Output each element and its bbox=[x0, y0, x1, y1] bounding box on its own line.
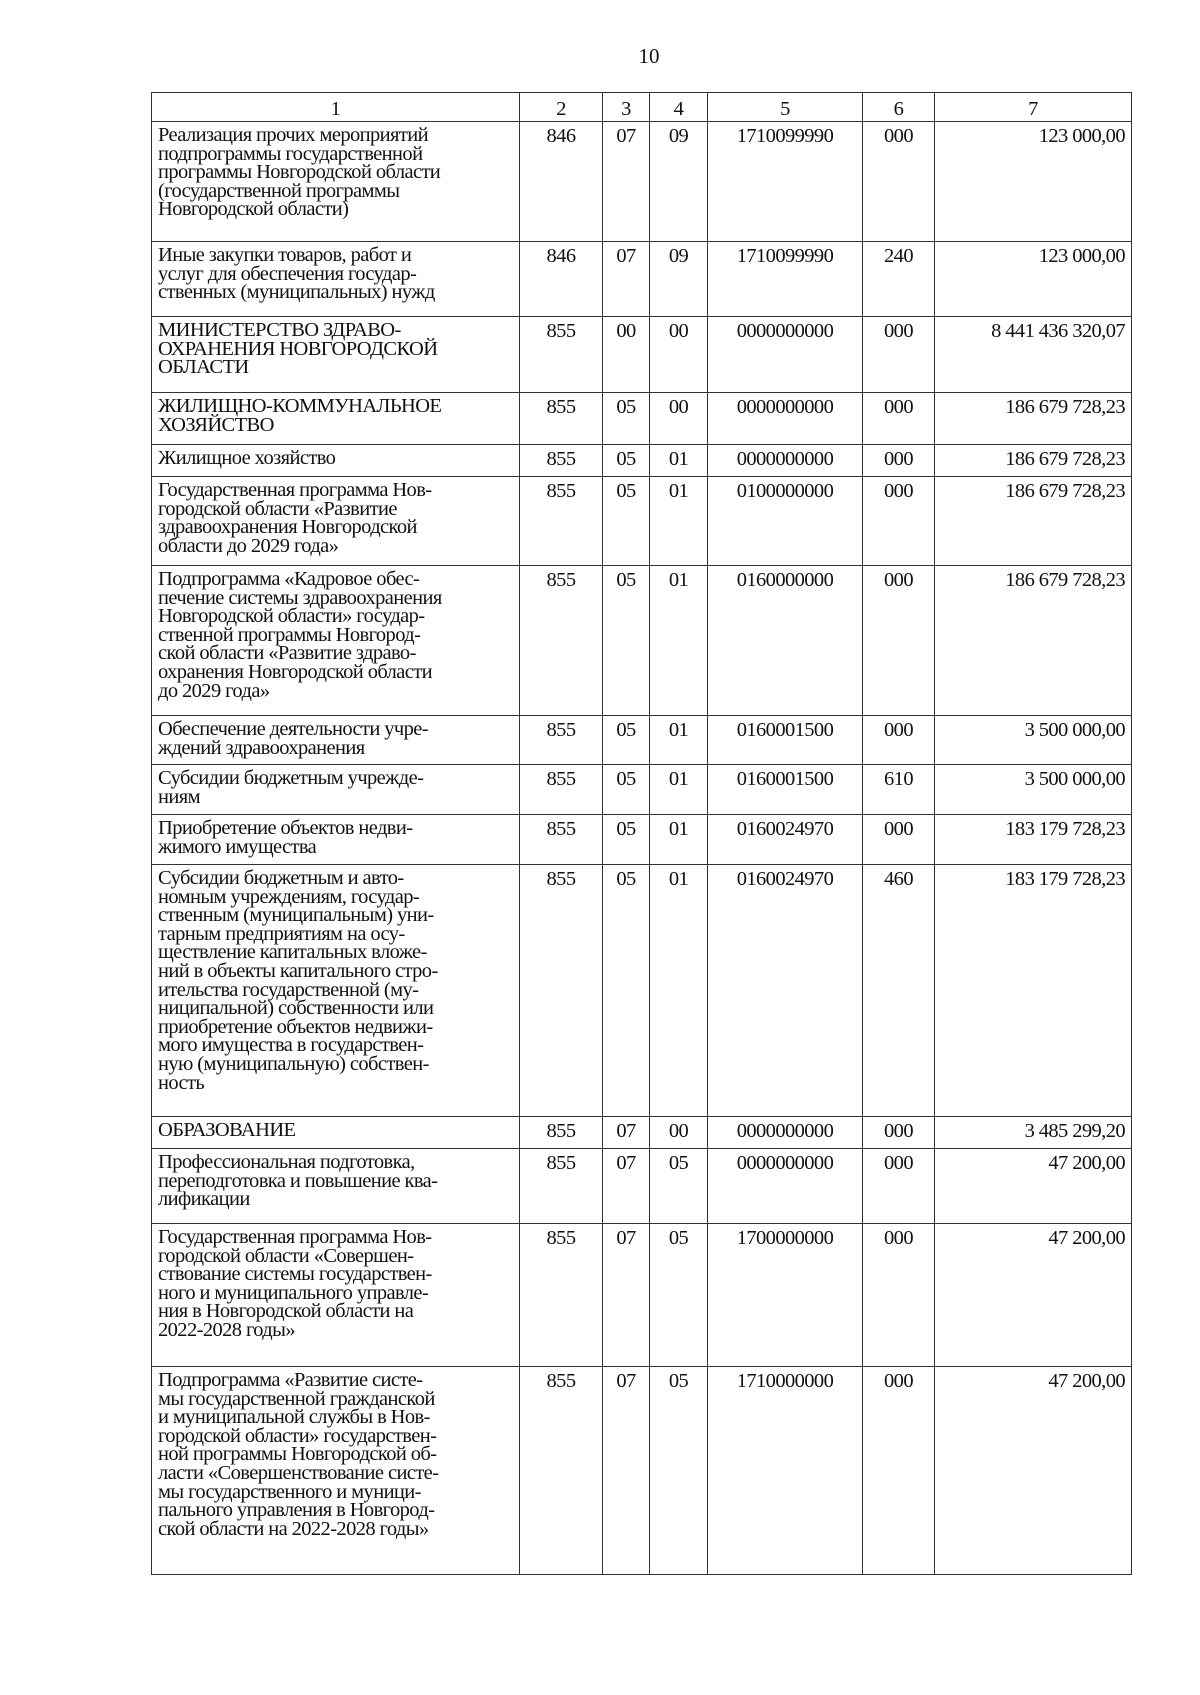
expense-type-code: 000 bbox=[863, 1224, 935, 1367]
admin-code: 855 bbox=[520, 815, 603, 865]
row-name: Реализация прочих мероприятий подпрограммы государственной программы Новгородской области (государственной программы Новгородской области) bbox=[152, 122, 520, 242]
target-article-code: 0000000000 bbox=[708, 317, 863, 393]
target-article-code: 0160000000 bbox=[708, 566, 863, 716]
section-code: 07 bbox=[603, 122, 650, 242]
target-article-code: 0000000000 bbox=[708, 445, 863, 477]
header-col-6: 6 bbox=[863, 93, 935, 122]
table-row bbox=[152, 242, 1132, 317]
header-col-5: 5 bbox=[708, 93, 863, 122]
expense-type-code: 240 bbox=[863, 242, 935, 317]
amount: 183 179 728,23 bbox=[935, 815, 1132, 865]
subsection-code: 01 bbox=[650, 566, 708, 716]
section-code: 05 bbox=[603, 865, 650, 1117]
row-name: Субсидии бюджетным и авто- номным учреждениям, государ- ственным (муниципальным) уни- тарным предприятиям на осу- ществление капитальных вложе- ний в объекты капитального стро- ительства государственной (му- ниципальной) собственности или приобретение объектов недвижи- мого имущества в государствен- ную (муниципальную) собствен- ность bbox=[152, 865, 520, 1117]
expense-type-code: 000 bbox=[863, 1367, 935, 1575]
table-row bbox=[152, 122, 1132, 242]
subsection-code: 01 bbox=[650, 815, 708, 865]
table-row bbox=[152, 1367, 1132, 1575]
subsection-code: 05 bbox=[650, 1224, 708, 1367]
expense-type-code: 000 bbox=[863, 393, 935, 445]
target-article-code: 1710000000 bbox=[708, 1367, 863, 1575]
header-col-4: 4 bbox=[650, 93, 708, 122]
amount: 183 179 728,23 bbox=[935, 865, 1132, 1117]
admin-code: 855 bbox=[520, 445, 603, 477]
subsection-code: 09 bbox=[650, 122, 708, 242]
amount: 3 485 299,20 bbox=[935, 1117, 1132, 1149]
expense-type-code: 000 bbox=[863, 815, 935, 865]
admin-code: 855 bbox=[520, 566, 603, 716]
row-name: Иные закупки товаров, работ и услуг для обеспечения государ- ственных (муниципальных) нужд bbox=[152, 242, 520, 317]
subsection-code: 05 bbox=[650, 1367, 708, 1575]
subsection-code: 01 bbox=[650, 865, 708, 1117]
admin-code: 846 bbox=[520, 122, 603, 242]
row-name: ЖИЛИЩНО-КОММУНАЛЬНОЕ ХОЗЯЙСТВО bbox=[152, 393, 520, 445]
amount: 186 679 728,23 bbox=[935, 566, 1132, 716]
table-row bbox=[152, 393, 1132, 445]
section-code: 05 bbox=[603, 445, 650, 477]
subsection-code: 01 bbox=[650, 445, 708, 477]
expense-type-code: 000 bbox=[863, 1117, 935, 1149]
target-article-code: 0160001500 bbox=[708, 765, 863, 815]
expense-type-code: 000 bbox=[863, 1149, 935, 1224]
subsection-code: 00 bbox=[650, 1117, 708, 1149]
admin-code: 855 bbox=[520, 1367, 603, 1575]
admin-code: 855 bbox=[520, 765, 603, 815]
table-row bbox=[152, 317, 1132, 393]
amount: 186 679 728,23 bbox=[935, 477, 1132, 566]
row-name: Подпрограмма «Развитие систе- мы государственной гражданской и муниципальной службы в Нов- городской области» государствен- ной программы Новгородской об- ласти «Совершенствование систе- мы государственного и муници- пального управления в Новгород- ской области на 2022-2028 годы» bbox=[152, 1367, 520, 1575]
row-name: Субсидии бюджетным учрежде- ниям bbox=[152, 765, 520, 815]
section-code: 07 bbox=[603, 1224, 650, 1367]
admin-code: 855 bbox=[520, 477, 603, 566]
section-code: 00 bbox=[603, 317, 650, 393]
admin-code: 846 bbox=[520, 242, 603, 317]
header-col-3: 3 bbox=[603, 93, 650, 122]
expense-type-code: 000 bbox=[863, 445, 935, 477]
amount: 3 500 000,00 bbox=[935, 765, 1132, 815]
section-code: 05 bbox=[603, 477, 650, 566]
amount: 47 200,00 bbox=[935, 1149, 1132, 1224]
table-row bbox=[152, 1117, 1132, 1149]
target-article-code: 1700000000 bbox=[708, 1224, 863, 1367]
target-article-code: 0000000000 bbox=[708, 1149, 863, 1224]
expense-type-code: 000 bbox=[863, 122, 935, 242]
amount: 186 679 728,23 bbox=[935, 445, 1132, 477]
admin-code: 855 bbox=[520, 1149, 603, 1224]
table-row bbox=[152, 566, 1132, 716]
amount: 8 441 436 320,07 bbox=[935, 317, 1132, 393]
amount: 123 000,00 bbox=[935, 122, 1132, 242]
expense-type-code: 460 bbox=[863, 865, 935, 1117]
section-code: 05 bbox=[603, 716, 650, 765]
subsection-code: 01 bbox=[650, 716, 708, 765]
page-number: 10 bbox=[638, 44, 660, 68]
table-row bbox=[152, 477, 1132, 566]
target-article-code: 1710099990 bbox=[708, 242, 863, 317]
expense-type-code: 000 bbox=[863, 716, 935, 765]
section-code: 05 bbox=[603, 393, 650, 445]
section-code: 07 bbox=[603, 1117, 650, 1149]
target-article-code: 1710099990 bbox=[708, 122, 863, 242]
admin-code: 855 bbox=[520, 317, 603, 393]
budget-table bbox=[151, 92, 1132, 1575]
header-col-7: 7 bbox=[935, 93, 1132, 122]
expense-type-code: 000 bbox=[863, 317, 935, 393]
section-code: 07 bbox=[603, 1367, 650, 1575]
row-name: Государственная программа Нов- городской области «Совершен- ствование системы государствен- ного и муниципального управле- ния в Новгородской области на 2022-2028 годы» bbox=[152, 1224, 520, 1367]
header-col-2: 2 bbox=[520, 93, 603, 122]
row-name: ОБРАЗОВАНИЕ bbox=[152, 1117, 520, 1149]
section-code: 05 bbox=[603, 815, 650, 865]
section-code: 05 bbox=[603, 566, 650, 716]
amount: 3 500 000,00 bbox=[935, 716, 1132, 765]
table-row bbox=[152, 1224, 1132, 1367]
row-name: МИНИСТЕРСТВО ЗДРАВО- ОХРАНЕНИЯ НОВГОРОДСКОЙ ОБЛАСТИ bbox=[152, 317, 520, 393]
subsection-code: 01 bbox=[650, 477, 708, 566]
row-name: Жилищное хозяйство bbox=[152, 445, 520, 477]
table-row bbox=[152, 445, 1132, 477]
admin-code: 855 bbox=[520, 1117, 603, 1149]
subsection-code: 00 bbox=[650, 317, 708, 393]
amount: 47 200,00 bbox=[935, 1224, 1132, 1367]
expense-type-code: 000 bbox=[863, 566, 935, 716]
subsection-code: 05 bbox=[650, 1149, 708, 1224]
admin-code: 855 bbox=[520, 1224, 603, 1367]
section-code: 07 bbox=[603, 1149, 650, 1224]
section-code: 07 bbox=[603, 242, 650, 317]
subsection-code: 01 bbox=[650, 765, 708, 815]
amount: 186 679 728,23 bbox=[935, 393, 1132, 445]
table-row bbox=[152, 1149, 1132, 1224]
row-name: Профессиональная подготовка, переподготовка и повышение ква- лификации bbox=[152, 1149, 520, 1224]
admin-code: 855 bbox=[520, 393, 603, 445]
subsection-code: 00 bbox=[650, 393, 708, 445]
row-name: Обеспечение деятельности учре- ждений здравоохранения bbox=[152, 716, 520, 765]
target-article-code: 0160024970 bbox=[708, 865, 863, 1117]
amount: 47 200,00 bbox=[935, 1367, 1132, 1575]
target-article-code: 0000000000 bbox=[708, 393, 863, 445]
expense-type-code: 000 bbox=[863, 477, 935, 566]
row-name: Подпрограмма «Кадровое обес- печение системы здравоохранения Новгородской области» государ- ственной программы Новгород- ской области «Развитие здраво- охранения Новгородской области до 2029 года» bbox=[152, 566, 520, 716]
row-name: Государственная программа Нов- городской области «Развитие здравоохранения Новгородской области до 2029 года» bbox=[152, 477, 520, 566]
amount: 123 000,00 bbox=[935, 242, 1132, 317]
expense-type-code: 610 bbox=[863, 765, 935, 815]
target-article-code: 0160001500 bbox=[708, 716, 863, 765]
table-row bbox=[152, 815, 1132, 865]
table-row bbox=[152, 716, 1132, 765]
target-article-code: 0160024970 bbox=[708, 815, 863, 865]
admin-code: 855 bbox=[520, 865, 603, 1117]
header-row bbox=[152, 93, 1132, 122]
header-col-1: 1 bbox=[152, 93, 520, 122]
row-name: Приобретение объектов недви- жимого имущества bbox=[152, 815, 520, 865]
table-row bbox=[152, 865, 1132, 1117]
target-article-code: 0000000000 bbox=[708, 1117, 863, 1149]
subsection-code: 09 bbox=[650, 242, 708, 317]
table-row bbox=[152, 765, 1132, 815]
admin-code: 855 bbox=[520, 716, 603, 765]
section-code: 05 bbox=[603, 765, 650, 815]
target-article-code: 0100000000 bbox=[708, 477, 863, 566]
